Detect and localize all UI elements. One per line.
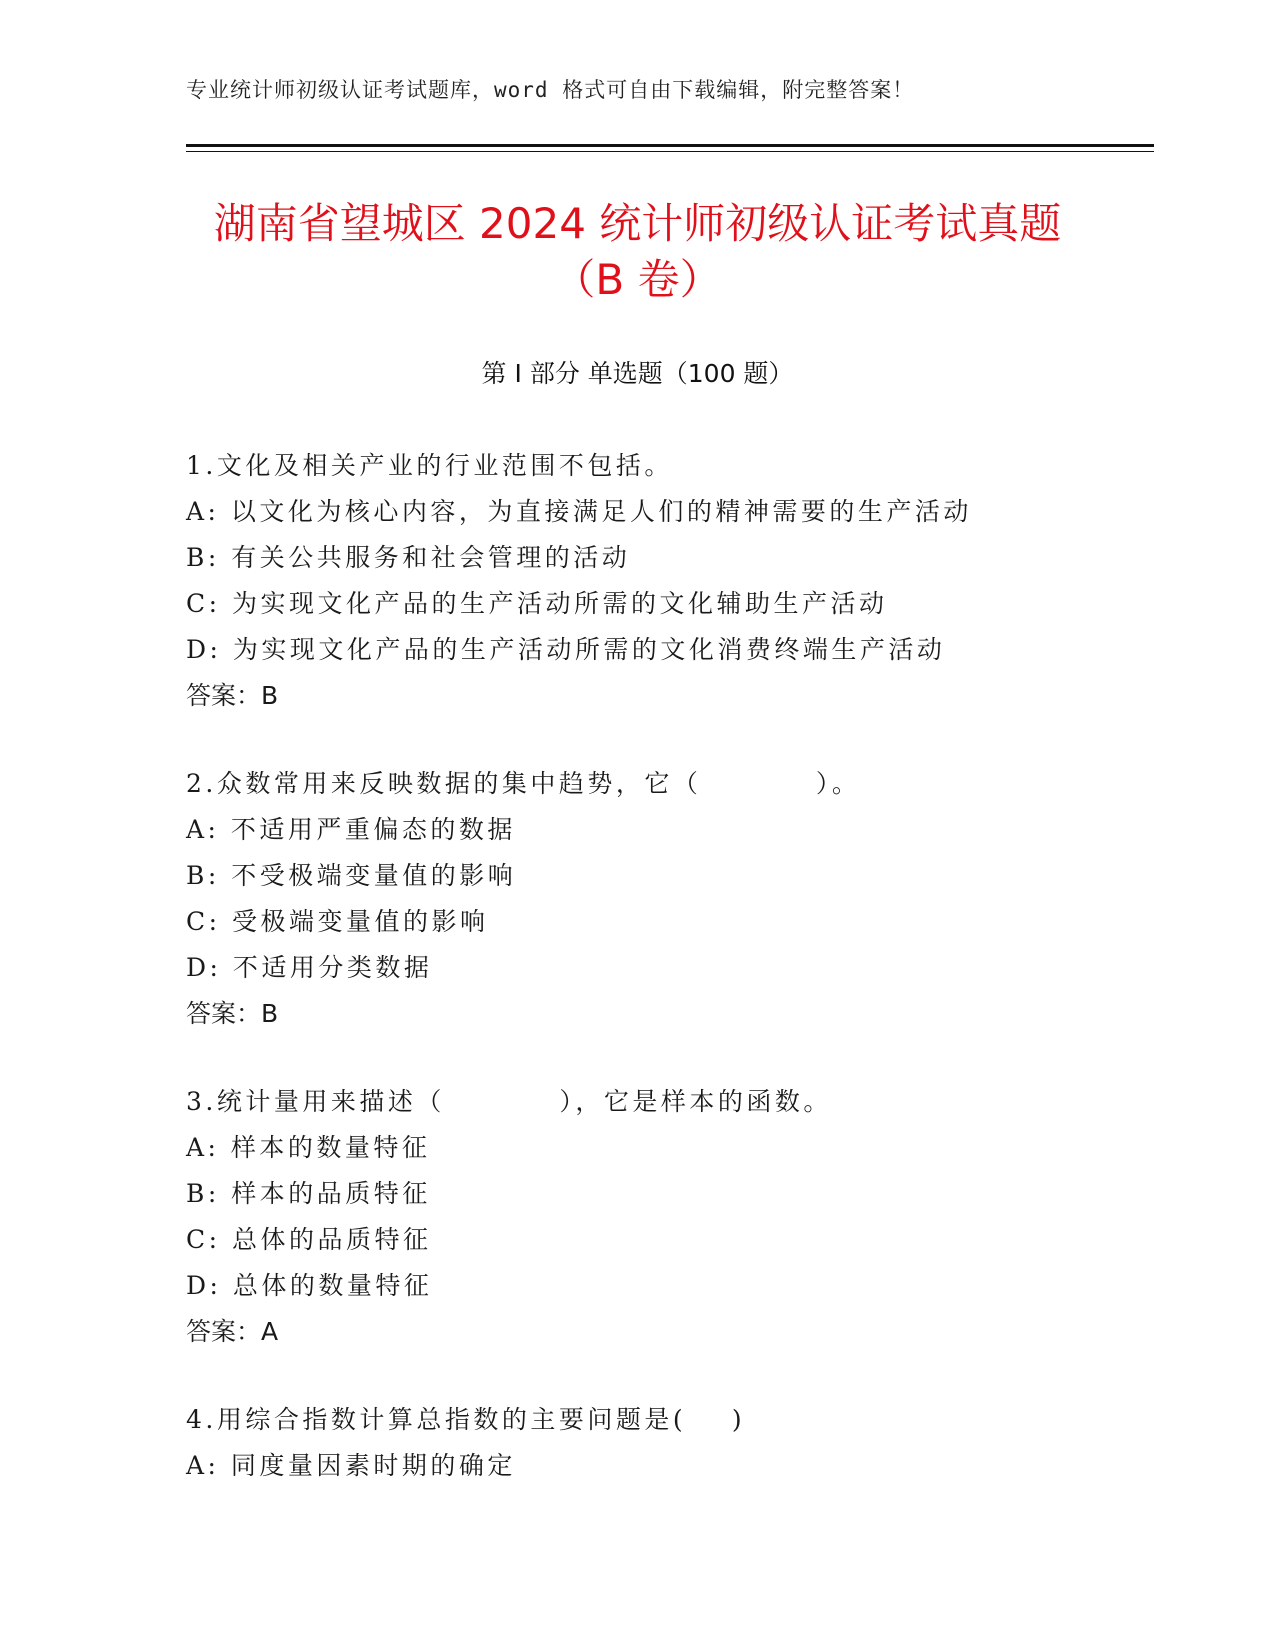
answer-option: D: 不适用分类数据	[186, 953, 433, 982]
question-item	[186, 761, 1166, 1037]
answer-option: D: 为实现文化产品的生产活动所需的文化消费终端生产活动	[186, 635, 946, 664]
question-stem: 1.文化及相关产业的行业范围不包括。	[186, 451, 673, 480]
document-title	[120, 196, 1155, 308]
document-title-line-2: （B 卷）	[553, 255, 722, 304]
answer-option: B: 有关公共服务和社会管理的活动	[186, 543, 631, 572]
question-item	[186, 443, 1166, 719]
answer-option: B: 样本的品质特征	[186, 1179, 431, 1208]
answer-option: C: 总体的品质特征	[186, 1225, 432, 1254]
answer-option: A: 以文化为核心内容，为直接满足人们的精神需要的生产活动	[186, 497, 972, 526]
answer-option: B: 不受极端变量值的影响	[186, 861, 517, 890]
header-divider-thick	[186, 144, 1154, 147]
header-note: 专业统计师初级认证考试题库，word 格式可自由下载编辑，附完整答案！	[186, 78, 915, 102]
question-list	[186, 443, 1166, 1531]
correct-answer: 答案：A	[186, 1317, 279, 1346]
question-item	[186, 1397, 1166, 1489]
answer-option: C: 为实现文化产品的生产活动所需的文化辅助生产活动	[186, 589, 888, 618]
document-title-line-1: 湖南省望城区 2024 统计师初级认证考试真题	[213, 199, 1062, 248]
answer-option: A: 样本的数量特征	[186, 1133, 431, 1162]
question-stem: 2.众数常用来反映数据的集中趋势，它（ ）。	[186, 769, 861, 798]
question-item	[186, 1079, 1166, 1355]
answer-option: C: 受极端变量值的影响	[186, 907, 489, 936]
correct-answer: 答案：B	[186, 999, 279, 1028]
question-stem: 3.统计量用来描述（ ），它是样本的函数。	[186, 1087, 832, 1116]
question-stem: 4.用综合指数计算总指数的主要问题是( )	[186, 1405, 746, 1434]
header-divider-thin	[186, 151, 1154, 152]
answer-option: A: 不适用严重偏态的数据	[186, 815, 516, 844]
section-title: 第 I 部分 单选题（100 题）	[481, 359, 794, 388]
answer-option: D: 总体的数量特征	[186, 1271, 433, 1300]
answer-option: A: 同度量因素时期的确定	[186, 1451, 516, 1480]
correct-answer: 答案：B	[186, 681, 279, 710]
